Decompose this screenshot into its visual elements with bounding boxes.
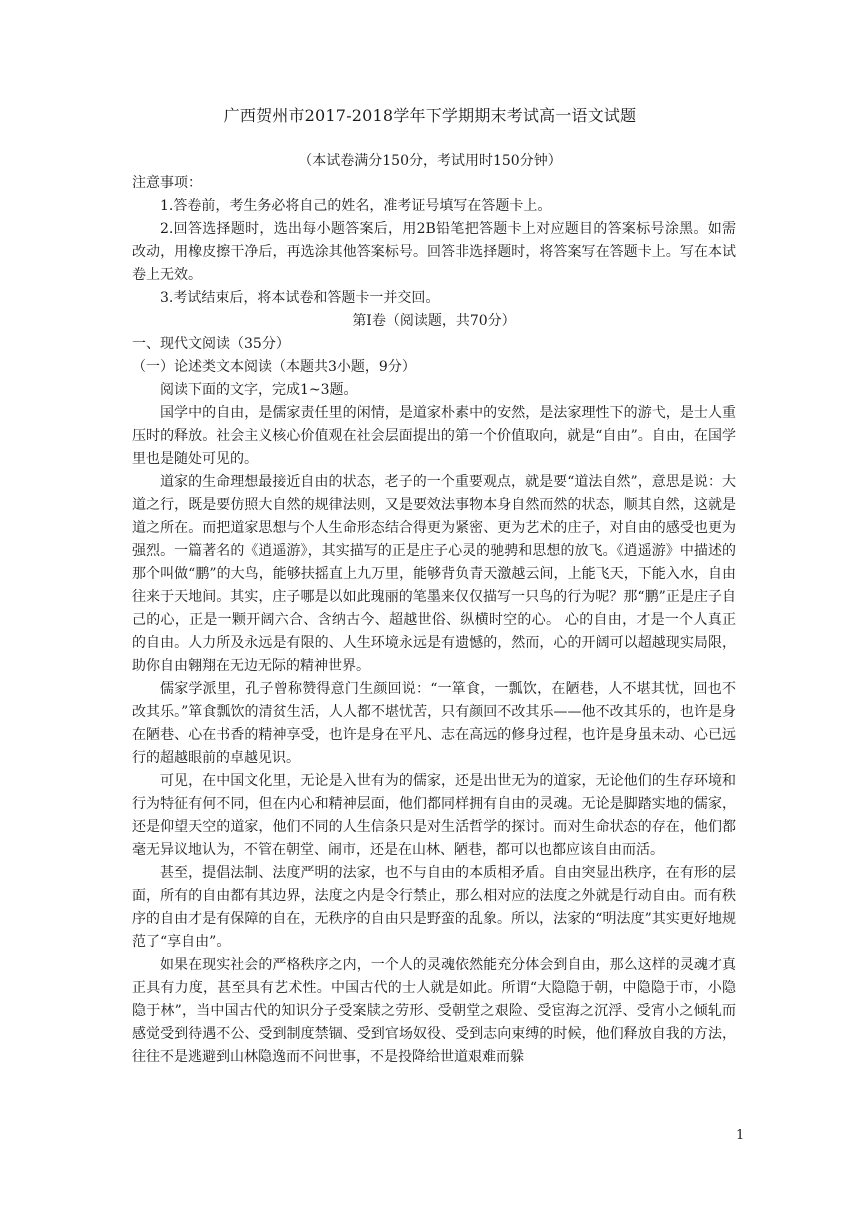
exam-time-note: （本试卷满分150分，考试用时150分钟） (298, 153, 562, 169)
notice-item-1: 1.答卷前，考生务必将自己的姓名，准考证号填写在答题卡上。 (160, 198, 552, 214)
article-paragraph: 国学中的自由，是儒家责任里的闲情，是道家朴素中的安然，是法家理性下的游弋，是士人重压时的释放。社会主义核心价值观在社会层面提出的第一个价值取向，就是“自由”。自由，在国学里也是随处可见的。 (132, 405, 736, 467)
notice-heading: 注意事项： (132, 175, 202, 191)
article-paragraph: 儒家学派里，孔子曾称赞得意门生颜回说：“一箪食，一瓢饮，在陋巷，人不堪其忧，回也不改其乐。”箪食瓢饮的清贫生活，人人都不堪忧苦，只有颜回不改其乐——他不改其乐的，也许是身在陋巷、心在书香的精神享受，也许是身在平凡、志在高远的修身过程，也许是身虽未动、心已远行的超越眼前的卓越见识。 (132, 681, 736, 766)
article-paragraph: 甚至，提倡法制、法度严明的法家，也不与自由的本质相矛盾。自由突显出秩序，在有形的层面，所有的自由都有其边界，法度之内是令行禁止，那么相对应的法度之外就是行动自由。而有秩序的自由才是有保障的自在，无秩序的自由只是野蛮的乱象。所以，法家的“明法度”其实更好地规范了“享自由”。 (132, 865, 736, 950)
article-paragraph: 如果在现实社会的严格秩序之内，一个人的灵魂依然能充分体会到自由，那么这样的灵魂才真正具有力度，甚至具有艺术性。中国古代的士人就是如此。所谓“大隐隐于朝，中隐隐于市，小隐隐于林”，当中国古代的知识分子受案牍之劳形、受朝堂之艰险、受宦海之沉浮、受宵小之倾轧而感觉受到待遇不公、受到制度禁锢、受到官场奴役、受到志向束缚的时候，他们释放自我的方法，往往不是逃避到山林隐逸而不问世事，不是投降给世道艰难而躲 (132, 957, 736, 1065)
document-content (132, 172, 736, 1069)
reading-instruction: 阅读下面的文字，完成1~3题。 (160, 382, 358, 398)
notice-item-2: 2.回答选择题时，选出每小题答案后，用2B铅笔把答题卡上对应题目的答案标号涂黑。如需改动，用橡皮擦干净后，再选涂其他答案标号。回答非选择题时，将答案写在答题卡上。写在本试卷上无效。 (132, 221, 736, 283)
part-heading: 第Ⅰ卷（阅读题，共70分） (352, 313, 516, 329)
article-paragraph: 道家的生命理想最接近自由的状态，老子的一个重要观点，就是要“道法自然”，意思是说：大道之行，既是要仿照大自然的规律法则，又是要效法事物本身自然而然的状态，顺其自然，这就是道之所在。而把道家思想与个人生命形态结合得更为紧密、更为艺术的庄子，对自由的感受也更为强烈。一篇著名的《逍遥游》，其实描写的正是庄子心灵的驰骋和思想的放飞。《逍遥游》中描述的那个叫做“鹏”的大鸟，能够扶摇直上九万里，能够背负青天激越云间，上能飞天，下能入水，自由往来于天地间。其实，庄子哪是以如此瑰丽的笔墨来仅仅描写一只鸟的行为呢？那“鹏”正是庄子自己的心，正是一颗开阔六合、含纳古今、超越世俗、纵横时空的心。 心的自由，才是一个人真正的自由。人力所及永远是有限的、人生环境永远是有遗憾的，然而，心的开阔可以超越现实局限，助你自由翱翔在无边无际的精神世界。 (132, 474, 736, 674)
page-number: 1 (736, 1128, 745, 1143)
article-paragraph: 可见，在中国文化里，无论是入世有为的儒家，还是出世无为的道家，无论他们的生存环境和行为特征有何不同，但在内心和精神层面，他们都同样拥有自由的灵魂。无论是脚踏实地的儒家，还是仰望天空的道家，他们不同的人生信条只是对生活哲学的探讨。而对生命状态的存在，他们都毫无异议地认为，不管在朝堂、闹市，还是在山林、陋巷，都可以也都应该自由而活。 (132, 773, 736, 858)
document-title: 广西贺州市2017-2018学年下学期期末考试高一语文试题 (223, 106, 637, 125)
subsection-heading: （一）论述类文本阅读（本题共3小题，9分） (132, 359, 416, 375)
notice-item-3: 3.考试结束后，将本试卷和答题卡一并交回。 (160, 290, 440, 306)
section-heading: 一、现代文阅读（35分） (132, 336, 290, 352)
